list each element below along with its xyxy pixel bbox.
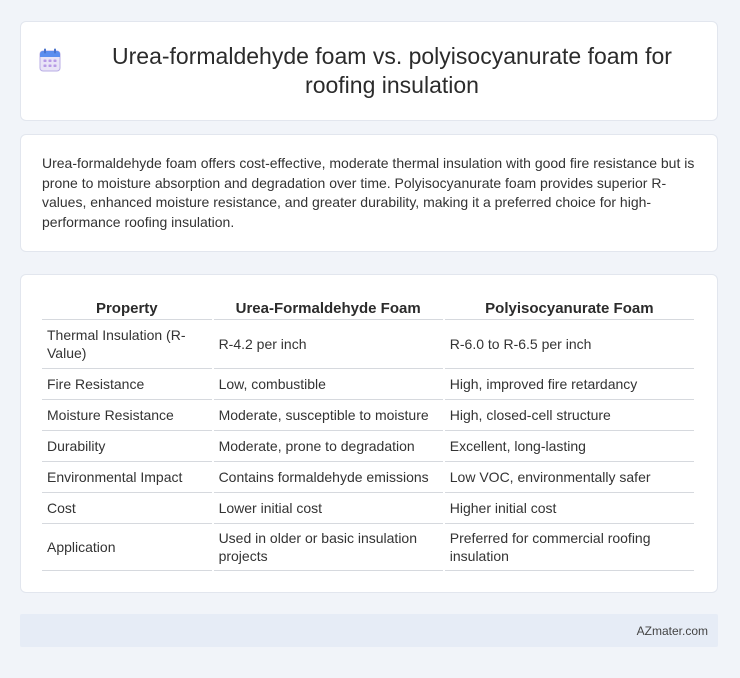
row-urea-value: Low, combustible (214, 369, 443, 400)
row-poly-value: Higher initial cost (445, 493, 694, 524)
calendar-icon (39, 48, 61, 72)
row-property: Thermal Insulation (R-Value) (42, 320, 212, 369)
row-property: Moisture Resistance (42, 400, 212, 431)
comparison-table (40, 295, 696, 571)
row-property: Durability (42, 431, 212, 462)
footer (20, 614, 718, 647)
column-header-polyisocyanurate: Polyisocyanurate Foam (445, 295, 694, 320)
row-urea-value: Moderate, susceptible to moisture (214, 400, 443, 431)
footer-site-link[interactable]: AZmater.com (636, 624, 708, 638)
title-card (20, 21, 718, 121)
title-wrap (39, 42, 699, 100)
summary-card (20, 134, 718, 252)
table-row (42, 462, 694, 493)
table-header-row (42, 295, 694, 320)
row-urea-value: Contains formaldehyde emissions (214, 462, 443, 493)
row-urea-value: Moderate, prone to degradation (214, 431, 443, 462)
row-property: Fire Resistance (42, 369, 212, 400)
table-row (42, 431, 694, 462)
comparison-card (20, 274, 718, 593)
row-property: Cost (42, 493, 212, 524)
row-poly-value: Preferred for commercial roofing insulation (445, 524, 694, 571)
table-row (42, 400, 694, 431)
row-urea-value: R-4.2 per inch (214, 320, 443, 369)
row-poly-value: High, closed-cell structure (445, 400, 694, 431)
page-title: Urea-formaldehyde foam vs. polyisocyanurate foam for roofing insulation (112, 43, 672, 98)
table-row (42, 369, 694, 400)
table-row (42, 320, 694, 369)
row-property: Environmental Impact (42, 462, 212, 493)
row-poly-value: High, improved fire retardancy (445, 369, 694, 400)
summary-text: Urea-formaldehyde foam offers cost-effective, moderate thermal insulation with good fire resistance but is prone to moisture absorption and degradation over time. Polyisocyanurate foam provides superior R-values, enhanced moisture resistance, and greater durability, making it a preferred choice for high-performance roofing insulation. (42, 155, 695, 230)
column-header-property: Property (42, 295, 212, 320)
row-urea-value: Lower initial cost (214, 493, 443, 524)
row-poly-value: Low VOC, environmentally safer (445, 462, 694, 493)
row-poly-value: R-6.0 to R-6.5 per inch (445, 320, 694, 369)
table-row (42, 493, 694, 524)
column-header-urea-formaldehyde: Urea-Formaldehyde Foam (214, 295, 443, 320)
table-row (42, 524, 694, 571)
row-poly-value: Excellent, long-lasting (445, 431, 694, 462)
row-property: Application (42, 524, 212, 571)
row-urea-value: Used in older or basic insulation projects (214, 524, 443, 571)
